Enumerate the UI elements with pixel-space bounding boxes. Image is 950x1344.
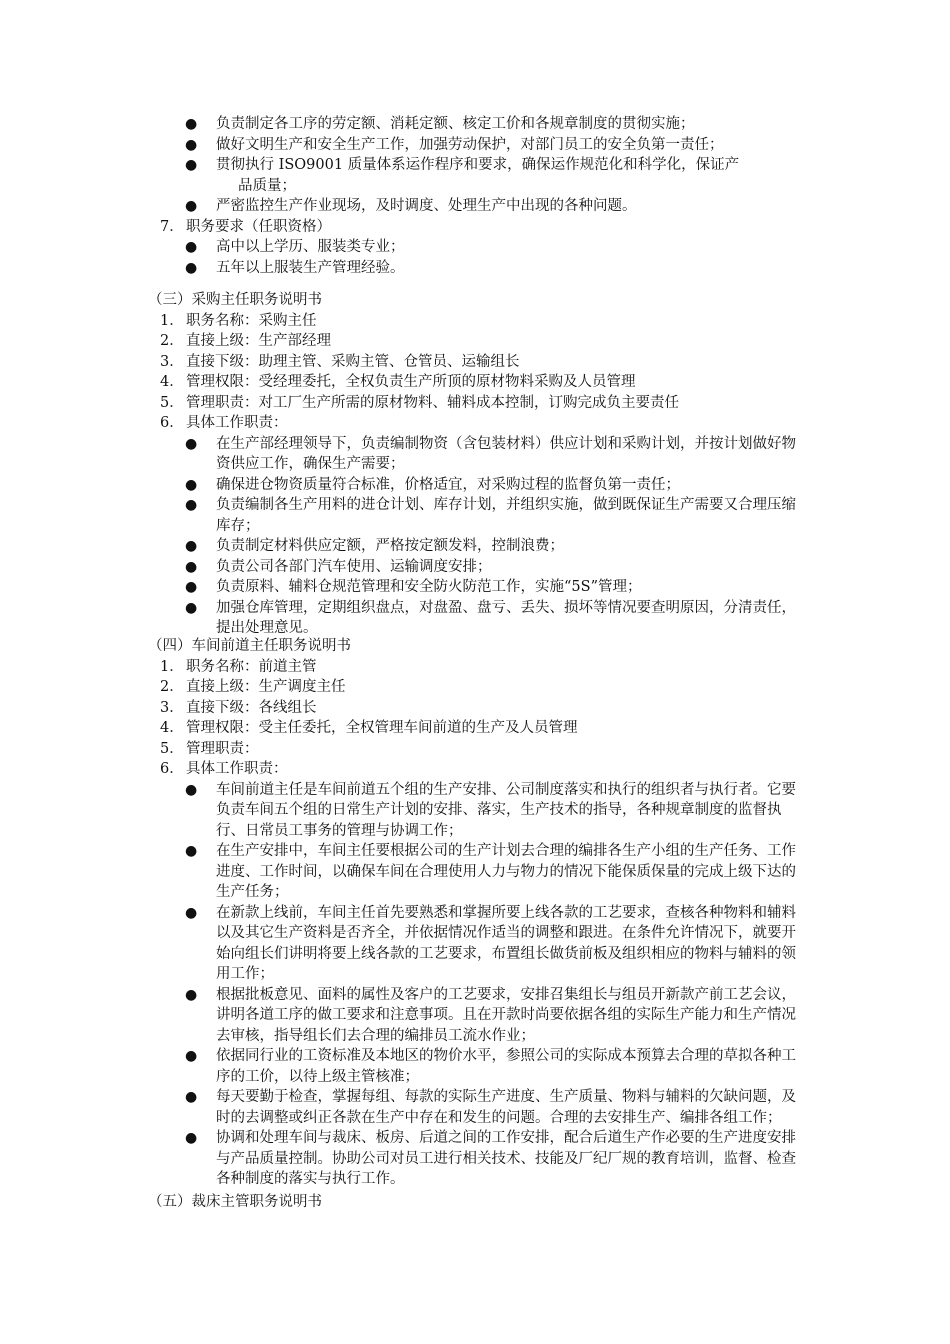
numbered-item: 6． 具体工作职责： — [160, 761, 288, 777]
numbered-item: 7． 职务要求（任职资格） — [160, 218, 331, 235]
list-item: ● 负责制定各工序的劳定额、消耗定额、核定工价和各规章制度的贯彻实施； — [0, 114, 804, 135]
top-bullet-list — [0, 114, 950, 217]
list-item: ● 在新款上线前，车间主任首先要熟悉和掌握所要上线各款的工艺要求，查核各种物料和辅料以及其它生产资料是否齐全，并依据情况作适当的调整和跟进。在条件允许情况下，就要开始向组长们讲明将要上线各款的工艺要求，布置组长做货前板及组织相应的物料与辅料的领用工作； — [185, 904, 796, 982]
list-item: ● 加强仓库管理，定期组织盘点，对盘盈、盘亏、丢失、损坏等情况要查明原因，分清责任，提出处理意见。 — [185, 599, 796, 636]
numbered-item: 1． 职务名称：前道主管 — [160, 658, 317, 675]
section-cutting — [0, 1192, 950, 1213]
bullet-icon: ● — [185, 157, 198, 173]
list-item: ● 在生产部经理领导下，负责编制物资（含包装材料）供应计划和采购计划，并按计划做好物资供应工作，确保生产需要； — [185, 435, 796, 472]
section-title: （四）车间前道主任职务说明书 — [148, 638, 351, 654]
list-item: ● 每天要勤于检查，掌握每组、每款的实际生产进度、生产质量、物料与辅料的欠缺问题，及时的去调整或纠正各款在生产中存在和发生的问题。合理的去安排生产、编排各组工作； — [185, 1089, 796, 1126]
numbered-item: 2． 直接上级：生产调度主任 — [160, 679, 346, 695]
numbered-item: 5． 管理职责： — [160, 740, 259, 757]
numbered-item: 2． 直接上级：生产部经理 — [160, 333, 331, 349]
list-item: ● 在生产安排中，车间主任要根据公司的生产计划去合理的编排各生产小组的生产任务、工作进度、工作时间，以确保车间在合理使用人力与物力的情况下能保质保量的完成上级下达的生产任务； — [185, 843, 796, 900]
bullet-icon: ● — [185, 986, 198, 1003]
bullet-icon: ● — [185, 1048, 198, 1064]
bullet-icon: ● — [185, 558, 198, 575]
list-item: ● 依据同行业的工资标准及本地区的物价水平，参照公司的实际成本预算去合理的草拟各种工序的工价，以待上级主管核准； — [185, 1048, 796, 1085]
bullet-icon: ● — [185, 843, 198, 859]
numbered-item: 3． 直接下级：助理主管、采购主管、仓管员、运输组长 — [160, 353, 520, 370]
bullet-icon: ● — [185, 1130, 198, 1146]
top-section — [0, 114, 950, 278]
purchasing-duties-list — [0, 434, 950, 639]
section-title: （五）裁床主管职务说明书 — [148, 1194, 322, 1210]
list-item: ● 负责原料、辅料仓规范管理和安全防火防范工作，实施“5S”管理； — [0, 577, 804, 598]
section-purchasing — [0, 290, 950, 639]
list-item: ● 严密监控生产作业现场，及时调度、处理生产中出现的各种问题。 — [0, 196, 804, 217]
list-item: ● 五年以上服装生产管理经验。 — [0, 258, 804, 279]
list-item: ● 负责制定材料供应定额，严格按定额发料，控制浪费； — [0, 536, 804, 557]
list-item: ● 高中以上学历、服装类专业； — [0, 237, 804, 258]
numbered-item: 6． 具体工作职责： — [160, 415, 288, 431]
numbered-item: 4． 管理权限：受经理委托，全权负责生产所顶的原材物料采购及人员管理 — [160, 374, 636, 390]
bullet-icon: ● — [185, 435, 198, 452]
bullet-icon: ● — [185, 239, 198, 255]
bullet-icon: ● — [185, 904, 198, 921]
numbered-item: 1． 职务名称：采购主任 — [160, 312, 317, 329]
list-item: ● 做好文明生产和安全生产工作，加强劳动保护，对部门员工的安全负第一责任； — [0, 135, 804, 156]
bullet-icon: ● — [185, 1089, 198, 1105]
bullet-icon: ● — [185, 136, 198, 153]
numbered-item: 5． 管理职责：对工厂生产所需的原材物料、辅料成本控制，订购完成负主要责任 — [160, 394, 679, 411]
bullet-icon: ● — [185, 497, 198, 513]
numbered-item: 3． 直接下级：各线组长 — [160, 699, 317, 716]
bullet-icon: ● — [185, 116, 198, 132]
list-item: ● 负责编制各生产用料的进仓计划、库存计划，并组织实施，做到既保证生产需要又合理压缩库存； — [185, 497, 796, 534]
bullet-icon: ● — [185, 781, 198, 798]
section-title: （三）采购主任职务说明书 — [148, 292, 322, 308]
bullet-icon: ● — [185, 259, 198, 276]
list-item: ● 确保进仓物资质量符合标准，价格适宜，对采购过程的监督负第一责任； — [0, 475, 804, 496]
bullet-icon: ● — [185, 198, 198, 214]
front-workshop-duties-list — [0, 780, 950, 1190]
list-item: ● 贯彻执行 ISO9001 质量体系运作程序和要求，确保运作规范化和科学化，保证产 品质量； — [185, 157, 740, 194]
list-item: ● 负责公司各部门汽车使用、运输调度安排； — [0, 557, 804, 578]
list-item: ● 车间前道主任是车间前道五个组的生产安排、公司制度落实和执行的组织者与执行者。它要负责车间五个组的日常生产计划的安排、落实，生产技术的指导，各种规章制度的监督执行、日常员工事务的管理与协调工作； — [185, 781, 796, 839]
bullet-icon: ● — [185, 599, 198, 616]
bullet-icon: ● — [185, 476, 198, 493]
list-item: ● 协调和处理车间与裁床、板房、后道之间的工作安排，配合后道生产作必要的生产进度安排与产品质量控制。协助公司对员工进行相关技术、技能及厂纪厂规的教育培训，监督、检查各种制度的落实与执行工作。 — [185, 1130, 796, 1187]
bullet-icon: ● — [185, 579, 198, 595]
section-front-workshop — [0, 636, 950, 1190]
requirements-bullet-list — [0, 237, 950, 278]
list-item: ● 根据批板意见、面料的属性及客户的工艺要求，安排召集组长与组员开新款产前工艺会议，讲明各道工序的做工要求和注意事项。且在开款时尚要依据各组的实际生产能力和生产情况去审核，指导组长们去合理的编排员工流水作业； — [185, 986, 796, 1044]
numbered-item: 4． 管理权限：受主任委托，全权管理车间前道的生产及人员管理 — [160, 720, 578, 736]
bullet-icon: ● — [185, 538, 198, 554]
